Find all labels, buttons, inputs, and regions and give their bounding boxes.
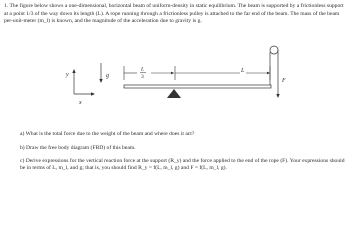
axis-y-label: y bbox=[66, 72, 69, 78]
length-dimension bbox=[175, 66, 270, 80]
third-denominator: 3 bbox=[141, 74, 144, 80]
beam bbox=[124, 85, 271, 88]
problem-intro: 1. The figure below shows a one-dimensional, horizontal beam of uniform-density in static equilibrium. The beam is supported by a frictionless support at a point 1/3 of the way down its length (L). A rope running through a frictionless pulley is attached to the far end of the beam. The mass of the beam per-unit-meter (m_l) is known, and the magnitude of the acceleration due to gravity is g. bbox=[4, 3, 344, 25]
rope-force-label: F bbox=[282, 78, 286, 84]
third-numerator: L bbox=[141, 66, 145, 73]
gravity-label: g bbox=[106, 73, 109, 79]
pulley-wheel bbox=[270, 46, 278, 54]
axis-x-label: x bbox=[79, 100, 82, 106]
question-a: a) What is the total force due to the weight of the beam and where does it act? bbox=[20, 131, 195, 137]
question-c: c) Derive expressions for the vertical reaction force at the support (R_y) and the force applied to the end of the rope (F). Your expressions should be in terms of L, m_l, and g; that is, you should find R_y = f(L, m_l, g) and F = f(L, m_l, g). bbox=[20, 158, 345, 172]
rope-pulley bbox=[270, 46, 286, 98]
coordinate-axes bbox=[65, 69, 95, 106]
length-label: L bbox=[241, 68, 245, 74]
third-length-dimension bbox=[124, 66, 175, 80]
support bbox=[167, 89, 181, 98]
gravity-arrow bbox=[99, 63, 109, 83]
question-b: b) Draw the free body diagram (FBD) of this beam. bbox=[20, 145, 136, 151]
